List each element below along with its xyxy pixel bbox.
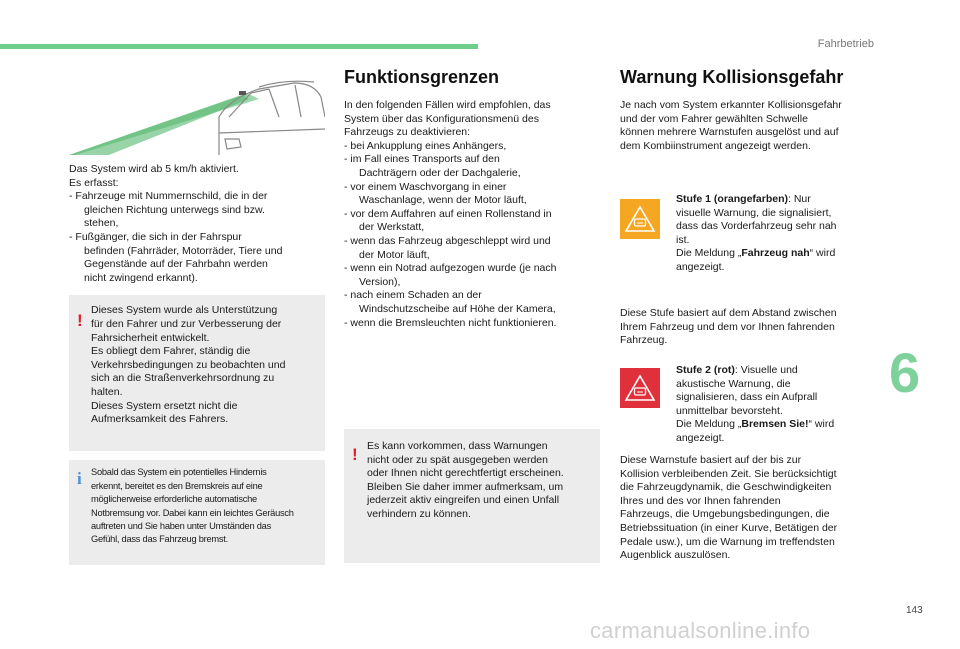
list-item: - nach einem Schaden an der Windschutzscheibe auf Höhe der Kamera, — [344, 289, 556, 315]
warning-box — [69, 295, 325, 451]
stage-1-message: Fahrzeug nah — [741, 247, 810, 260]
stage-1-explanation: Diese Stufe basiert auf dem Abstand zwischen Ihrem Fahrzeug und dem vor Ihnen fahrenden Fahrzeug. — [620, 307, 837, 347]
stage-2-block — [620, 364, 876, 446]
warning-text: Dieses System wurde als Unterstützung für den Fahrer und zur Verbesserung der Fahrsicherheit entwickelt. Es obliegt dem Fahrer, ständig die Verkehrsbedingungen zu beobachten und sich an die Straßenverkehrsordnung zu halten. Dieses System ersetzt nicht die Aufmerksamkeit des Fahrers. — [91, 304, 286, 426]
stage-1-block — [620, 193, 876, 275]
section-title: Funktionsgrenzen — [344, 67, 500, 87]
stage-2-text: Stufe 2 (rot): Visuelle und akustische Warnung, die signalisieren, dass ein Aufprall unmittelbar bevorsteht. Die Meldung „Bremsen Sie!“ wird angezeigt. — [676, 364, 835, 444]
stage-2-explanation: Diese Warnstufe basiert auf der bis zur Kollision verbleibenden Zeit. Sie berücksichtigt die Fahrzeugdynamik, die Geschwindigkeiten Ihres und des vor Ihnen fahrenden Fahrzeugs, die Umgebungsbedingungen, die Betriebssituation (in einer Kurve, Betätigen der Pedale usw.), um die Warnung im treffendsten Augenblick auszulösen. — [620, 454, 838, 562]
list-item: - wenn die Bremsleuchten nicht funktionieren. — [344, 316, 557, 329]
list-item: - wenn ein Notrad aufgezogen wurde (je nach Version), — [344, 262, 557, 288]
limitations-list — [344, 140, 600, 330]
red-collision-warning-icon — [620, 368, 660, 408]
orange-collision-warning-icon — [620, 199, 660, 239]
warning-icon: ! — [77, 311, 83, 331]
intro-text: Das System wird ab 5 km/h aktiviert. Es erfasst: — [69, 163, 239, 189]
list-item: - im Fall eines Transports auf den Dachträgern oder der Dachgalerie, — [344, 153, 521, 179]
page-number: 143 — [906, 605, 923, 616]
warning-icon: ! — [352, 445, 358, 464]
list-item: - wenn das Fahrzeug abgeschleppt wird und der Motor läuft, — [344, 234, 551, 261]
watermark: carmanualsonline.info — [590, 618, 811, 643]
car-camera-illustration — [69, 77, 325, 155]
info-text: Sobald das System ein potentielles Hindernis erkennt, bereitet es den Bremskreis auf eine möglicherweise erforderliche automatische Notbremsung vor. Dabei kann ein leichtes Geräusch auftreten und Sie haben unter Umständen das Gefühl, dass das Fahrzeug bremst. — [91, 467, 294, 545]
column-right — [620, 65, 876, 562]
stage-1-label: Stufe 1 (orangefarben) — [676, 193, 789, 205]
section-header: Fahrbetrieb — [817, 38, 874, 50]
stage-2-label: Stufe 2 (rot) — [676, 364, 735, 376]
list-item: - vor dem Auffahren auf einen Rollenstand in der Werkstatt, — [344, 207, 552, 234]
detection-list — [69, 190, 325, 285]
info-icon: i — [77, 469, 82, 489]
stage-2-message: Bremsen Sie! — [741, 418, 809, 431]
column-middle — [344, 65, 600, 520]
warning-box — [344, 429, 600, 563]
info-box — [69, 460, 325, 565]
section-title: Warnung Kollisionsgefahr — [620, 67, 844, 87]
list-item: - Fußgänger, die sich in der Fahrspur befinden (Fahrräder, Motorräder, Tiere und Gegenstände auf der Fahrbahn werden nicht zwingend erkannt). — [69, 230, 283, 284]
column-left — [69, 77, 325, 565]
intro-text: In den folgenden Fällen wird empfohlen, das System über das Konfigurationsmenü des Fahrzeugs zu deaktivieren: — [344, 99, 551, 139]
intro-text: Je nach vom System erkannter Kollisionsgefahr und der vom Fahrer gewählten Schwelle können mehrere Warnstufen ausgelöst und auf dem Kombiinstrument angezeigt werden. — [620, 99, 842, 152]
list-item: - bei Ankupplung eines Anhängers, — [344, 139, 507, 152]
chapter-number: 6 — [889, 341, 921, 404]
header-accent-bar — [0, 44, 478, 49]
stage-1-text: Stufe 1 (orangefarben): Nur visuelle Warnung, die signalisiert, dass das Vorderfahrzeug sehr nah ist. Die Meldung „Fahrzeug nah“ wird angezeigt. — [676, 193, 837, 273]
list-item: - Fahrzeuge mit Nummernschild, die in der gleichen Richtung unterwegs sind bzw. stehen, — [69, 190, 268, 230]
list-item: - vor einem Waschvorgang in einer Waschanlage, wenn der Motor läuft, — [344, 180, 527, 207]
warning-text: Es kann vorkommen, dass Warnungen nicht oder zu spät ausgegeben werden oder Ihnen nicht gerechtfertigt erscheinen. Bleiben Sie daher immer aufmerksam, um jederzeit aktiv eingreifen und einen Unfall verhindern zu können. — [367, 440, 564, 520]
